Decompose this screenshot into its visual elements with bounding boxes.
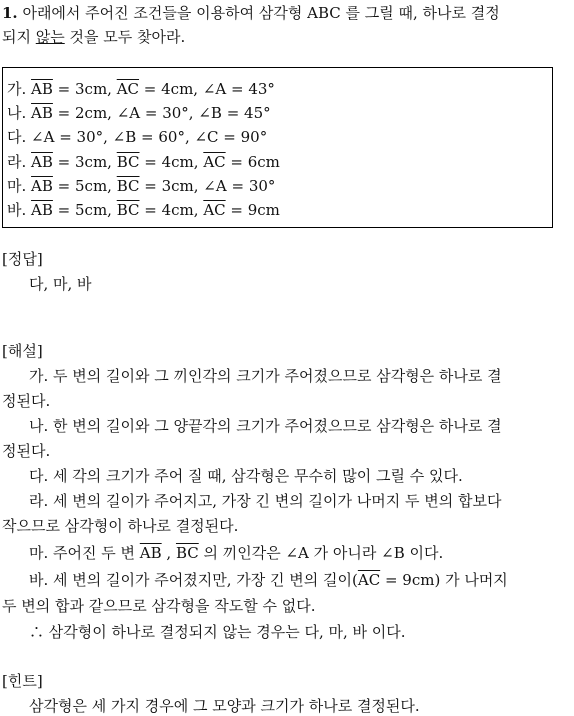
answer-text: 다, 마, 바	[29, 275, 92, 293]
choice-label: 다.	[7, 128, 27, 146]
segment-name: $\overline{AC}$	[203, 153, 226, 171]
ma-text-a: 마. 주어진 두 변	[29, 544, 140, 562]
explanation-ma-1	[29, 543, 443, 563]
choice-label: 마.	[7, 177, 27, 195]
segment-bc: $\overline{BC}$	[175, 544, 199, 562]
question-number: 1.	[2, 4, 18, 22]
segment-name: $\overline{AB}$	[31, 201, 53, 219]
choice-label: 바.	[7, 201, 27, 219]
choice-text: = 9cm	[225, 201, 280, 219]
segment-name: $\overline{BC}$	[116, 201, 140, 219]
choice-item	[7, 200, 280, 220]
segment-name: $\overline{AC}$	[116, 80, 140, 98]
explanation-ba-2: 두 변의 합과 같으므로 삼각형을 작도할 수 없다.	[2, 597, 316, 615]
segment-name: $\overline{BC}$	[116, 177, 140, 195]
question-text-2b: 것을 모두 찾아라.	[64, 28, 186, 46]
segment-name: $\overline{AB}$	[31, 153, 53, 171]
segment-name: $\overline{BC}$	[116, 153, 140, 171]
question-line-1	[2, 3, 500, 23]
choice-item	[7, 152, 280, 172]
ba-text-a: 바. 세 변의 길이가 주어졌지만, 가장 긴 변의 길이(	[29, 571, 358, 589]
explanation-ra-1: 라. 세 변의 길이가 주어지고, 가장 긴 변의 길이가 나머지 두 변의 합보다	[29, 492, 502, 510]
hint-header: [힌트]	[2, 672, 43, 690]
choice-text: ∠A = 30°, ∠B = 60°, ∠C = 90°	[26, 128, 268, 146]
ma-text-c: 의 끼인각은 ∠A 가 아니라 ∠B 이다.	[198, 544, 444, 562]
hint-text: 삼각형은 세 가지 경우에 그 모양과 크기가 하나로 결정된다.	[29, 697, 420, 715]
choice-text: = 6cm	[225, 153, 280, 171]
explanation-ga-2: 정된다.	[2, 392, 51, 410]
choice-text: = 3cm,	[52, 80, 117, 98]
choice-text: = 5cm,	[52, 177, 117, 195]
ma-text-b: ,	[161, 544, 176, 562]
explanation-ra-2: 작으므로 삼각형이 하나로 결정된다.	[2, 517, 239, 535]
choice-item	[7, 176, 275, 196]
question-text: 아래에서 주어진 조건들을 이용하여 삼각형 ABC 를 그릴 때, 하나로 결정	[22, 4, 500, 22]
segment-ab: $\overline{AB}$	[139, 544, 162, 562]
choice-item	[7, 79, 275, 99]
explanation-na-1: 나. 한 변의 길이와 그 양끝각의 크기가 주어졌으므로 삼각형은 하나로 결	[29, 417, 502, 435]
choice-text: = 4cm,	[139, 201, 204, 219]
explanation-na-2: 정된다.	[2, 442, 51, 460]
choice-text: = 4cm,	[139, 153, 204, 171]
segment-ac: $\overline{AC}$	[357, 571, 381, 589]
choice-text: = 2cm, ∠A = 30°, ∠B = 45°	[52, 104, 271, 122]
answer-header: [정답]	[2, 250, 43, 268]
explanation-ga-1: 가. 두 변의 길이와 그 끼인각의 크기가 주어졌으므로 삼각형은 하나로 결	[29, 367, 502, 385]
choice-text: = 3cm, ∠A = 30°	[139, 177, 276, 195]
explanation-conclusion: ∴ 삼각형이 하나로 결정되지 않는 경우는 다, 마, 바 이다.	[29, 623, 406, 641]
explanation-da-1: 다. 세 각의 크기가 주어 질 때, 삼각형은 무수히 많이 그릴 수 있다.	[29, 467, 463, 485]
choice-item	[7, 103, 271, 123]
ba-text-b: = 9cm) 가 나머지	[380, 571, 508, 589]
segment-name: $\overline{AC}$	[203, 201, 226, 219]
question-line-2	[2, 27, 185, 47]
explanation-header: [해설]	[2, 342, 43, 360]
choice-item	[7, 127, 267, 147]
question-text-2a: 되지	[2, 28, 36, 46]
segment-name: $\overline{AB}$	[31, 177, 53, 195]
choice-text: = 3cm,	[52, 153, 117, 171]
choice-label: 나.	[7, 104, 27, 122]
choice-label: 라.	[7, 153, 27, 171]
segment-name: $\overline{AB}$	[31, 80, 53, 98]
choice-text: = 5cm,	[52, 201, 117, 219]
choice-label: 가.	[7, 80, 27, 98]
segment-name: $\overline{AB}$	[31, 104, 53, 122]
choice-text: = 4cm, ∠A = 43°	[139, 80, 275, 98]
explanation-ba-1	[29, 570, 508, 590]
underlined-word: 않는	[35, 28, 65, 46]
